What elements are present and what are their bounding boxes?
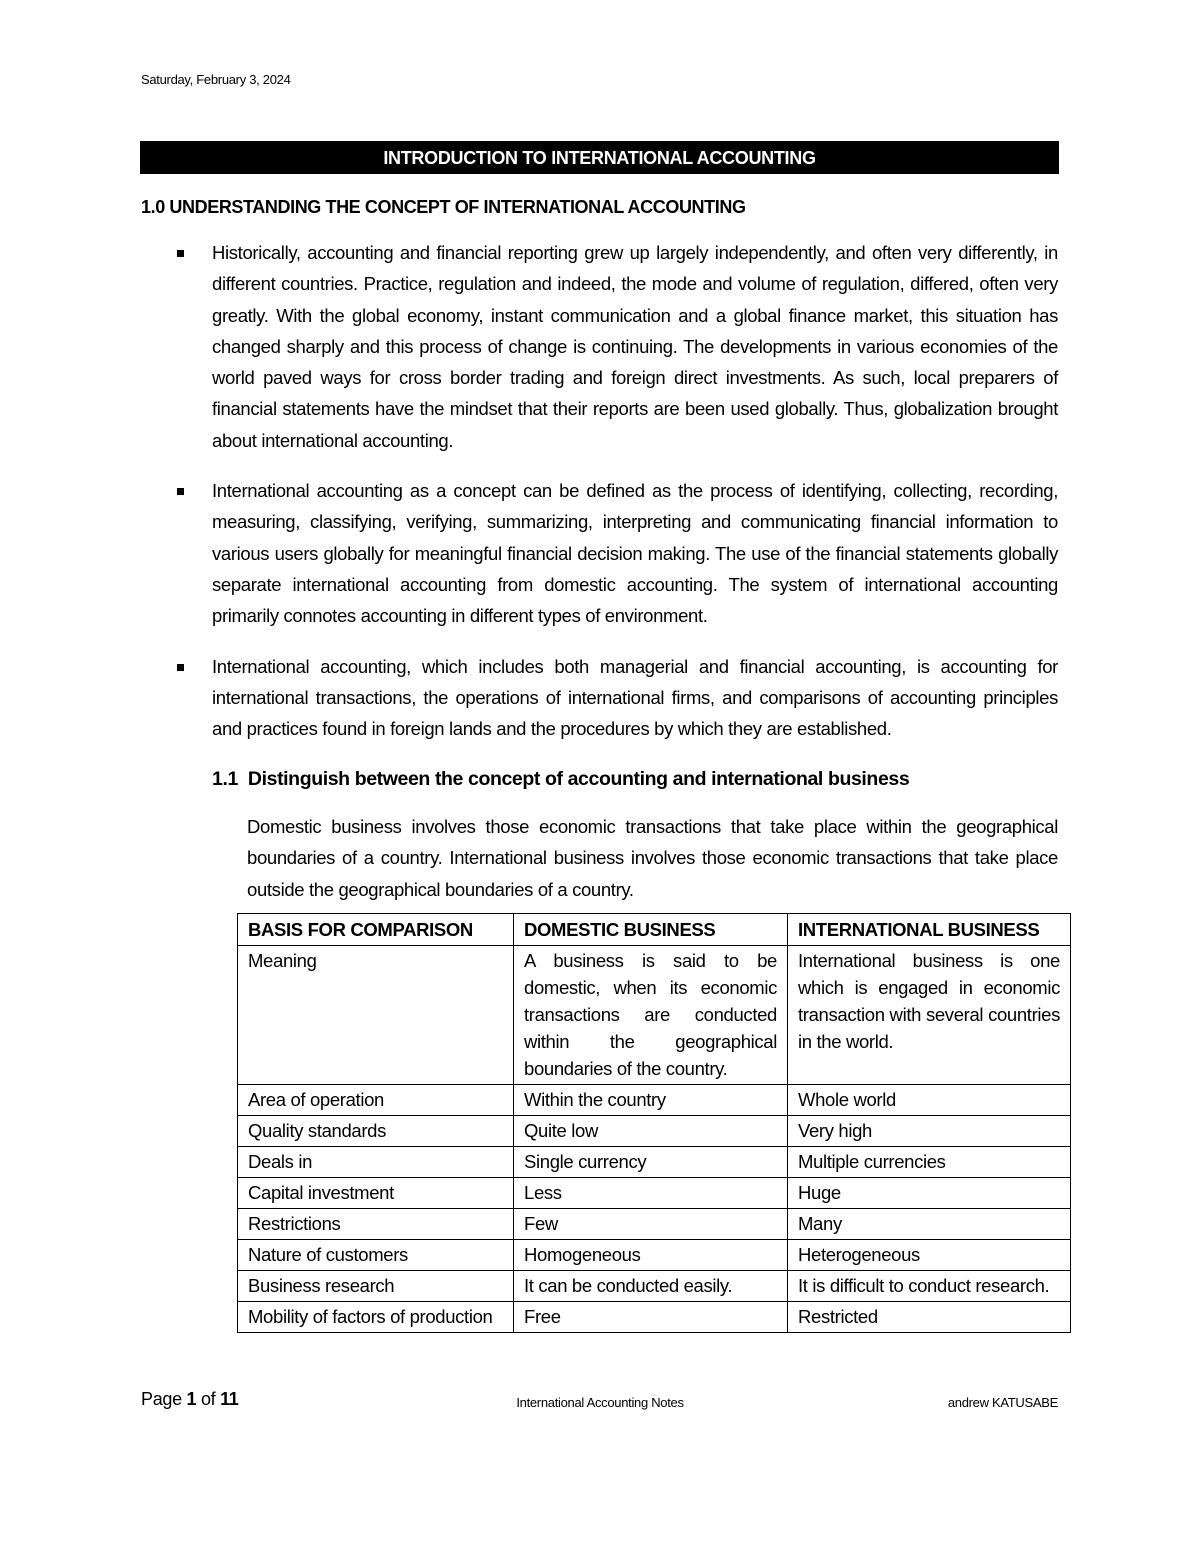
table-row (238, 1209, 1071, 1240)
table-row (238, 1147, 1071, 1178)
table-cell: Few (514, 1209, 788, 1240)
column-header: BASIS FOR COMPARISON (238, 914, 514, 946)
table-cell: Restrictions (238, 1209, 514, 1240)
table-cell: It can be conducted easily. (514, 1271, 788, 1302)
table-row (238, 1178, 1071, 1209)
page-current: 1 (186, 1389, 197, 1409)
comparison-table (237, 913, 1071, 1333)
table-cell: Whole world (788, 1085, 1071, 1116)
table-cell: Mobility of factors of production (238, 1302, 514, 1333)
table-cell: Heterogeneous (788, 1240, 1071, 1271)
table-cell: Meaning (238, 946, 514, 1085)
table-cell: Deals in (238, 1147, 514, 1178)
table-cell: Business research (238, 1271, 514, 1302)
page-of: of (200, 1389, 216, 1409)
table-row (238, 1085, 1071, 1116)
table-cell: Less (514, 1178, 788, 1209)
table-cell: Area of operation (238, 1085, 514, 1116)
bullet-item (212, 475, 1058, 631)
bullet-list (212, 237, 1058, 763)
table-cell: International business is one which is engaged in economic transaction with several countries in the world. (788, 946, 1071, 1085)
page-word: Page (141, 1389, 182, 1409)
table-cell: Quality standards (238, 1116, 514, 1147)
table-cell: Quite low (514, 1116, 788, 1147)
table-row (238, 1240, 1071, 1271)
table-cell: Restricted (788, 1302, 1071, 1333)
table-row (238, 1302, 1071, 1333)
table-cell: Free (514, 1302, 788, 1333)
column-header: DOMESTIC BUSINESS (514, 914, 788, 946)
table-cell: Very high (788, 1116, 1071, 1147)
subsection-number: 1.1 (212, 768, 238, 790)
square-bullet-icon (177, 250, 184, 257)
table-cell: Homogeneous (514, 1240, 788, 1271)
table-cell: Huge (788, 1178, 1071, 1209)
subsection-heading (212, 768, 909, 791)
bullet-text: International accounting, which includes both managerial and financial accounting, is accounting for international transactions, the operations of international firms, and comparisons of accounting principles and practices found in foreign lands and the procedures by which they are established. (212, 655, 1058, 740)
section-heading: 1.0 UNDERSTANDING THE CONCEPT OF INTERNATIONAL ACCOUNTING (141, 197, 746, 217)
table-header-row (238, 914, 1071, 946)
footer-author: andrew KATUSABE (947, 1395, 1058, 1410)
bullet-text: Historically, accounting and financial reporting grew up largely independently, and often very differently, in different countries. Practice, regulation and indeed, the mode and volume of regulation, differed, often very greatly. With the global economy, instant communication and a global finance market, this situation has changed sharply and this process of change is continuing. The developments in various economies of the world paved ways for cross border trading and foreign direct investments. As such, local preparers of financial statements have the mindset that their reports are been used globally. Thus, globalization brought about international accounting. (212, 242, 1058, 451)
table-cell: Single currency (514, 1147, 788, 1178)
table-cell: Many (788, 1209, 1071, 1240)
table-row (238, 1271, 1071, 1302)
document-title: INTRODUCTION TO INTERNATIONAL ACCOUNTING (140, 141, 1059, 174)
table-cell: Capital investment (238, 1178, 514, 1209)
table-cell: Within the country (514, 1085, 788, 1116)
column-header: INTERNATIONAL BUSINESS (788, 914, 1071, 946)
bullet-item (212, 237, 1058, 456)
page-total: 11 (220, 1389, 239, 1409)
header-date: Saturday, February 3, 2024 (141, 72, 291, 87)
subsection-paragraph: Domestic business involves those economic transactions that take place within the geographical boundaries of a country. International business involves those economic transactions that take place outside the geographical boundaries of a country. (247, 816, 1058, 900)
table-cell: Multiple currencies (788, 1147, 1071, 1178)
table-cell: It is difficult to conduct research. (788, 1271, 1071, 1302)
bullet-text: International accounting as a concept can be defined as the process of identifying, collecting, recording, measuring, classifying, verifying, summarizing, interpreting and communicating financial information to various users globally for meaningful financial decision making. The use of the financial statements globally separate international accounting from domestic accounting. The system of international accounting primarily connotes accounting in different types of environment. (212, 480, 1058, 627)
square-bullet-icon (177, 664, 184, 671)
table-cell: Nature of customers (238, 1240, 514, 1271)
bullet-item (212, 651, 1058, 745)
subsection-title: Distinguish between the concept of accounting and international business (247, 768, 910, 790)
table-cell: A business is said to be domestic, when its economic transactions are conducted within the geographical boundaries of the country. (514, 946, 788, 1085)
table-row (238, 1116, 1071, 1147)
square-bullet-icon (177, 488, 184, 495)
table-row (238, 946, 1071, 1085)
footer-title: International Accounting Notes (516, 1395, 684, 1410)
